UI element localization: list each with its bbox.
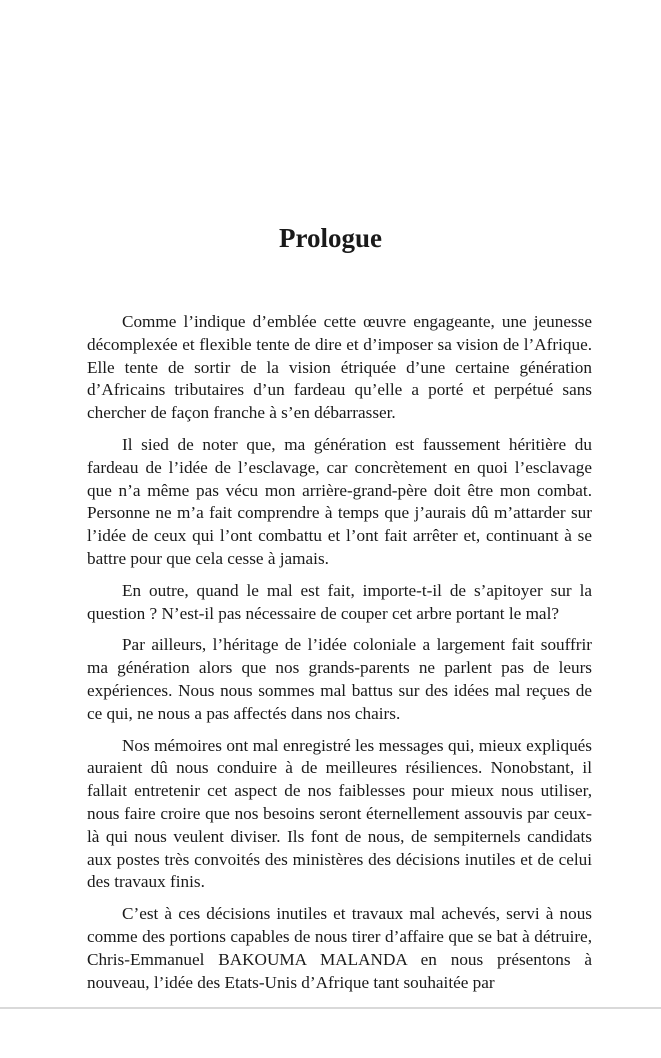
prologue-text	[87, 311, 592, 1003]
paragraph-6: C’est à ces décisions inutiles et travaux mal achevés, servi à nous comme des portions capables de nous tirer d’affaire que se bat à détruire, Chris-Emmanuel BAKOUMA MALANDA en nous présentons à nouveau, l’idée des Etats-Unis d’Afrique tant souhaitée par	[87, 904, 592, 992]
paragraph-1: Comme l’indique d’emblée cette œuvre engageante, une jeunesse décomplexée et flexible tente de dire et d’imposer sa vision de l’Afrique. Elle tente de sortir de la vision étriquée d’une certaine génération d’Africains tributaires d’un fardeau qu’elle a porté et perpétué sans chercher de façon franche à s’en débarrasser.	[87, 312, 592, 423]
paragraph-4: Par ailleurs, l’héritage de l’idée coloniale a largement fait souffrir ma génération alors que nos grands-parents ne parlent pas de leurs expériences. Nous nous sommes mal battus sur des idées mal reçues de ce qui, ne nous a pas affectés dans nos chairs.	[87, 635, 592, 723]
paragraph-3: En outre, quand le mal est fait, importe-t-il de s’apitoyer sur la question ? N’est-il pas nécessaire de couper cet arbre portant le mal?	[87, 580, 592, 623]
bottom-divider	[0, 1007, 661, 1009]
page-title: Prologue	[279, 223, 382, 253]
paragraph-2: Il sied de noter que, ma génération est faussement héritière du fardeau de l’idée de l’esclavage, car concrètement en quoi l’esclavage que n’a même pas vécu mon arrière-grand-père doit être mon combat. Personne ne m’a fait comprendre à temps que j’aurais dû m’attarder sur l’idée de ceux qui l’ont combattu et l’ont fait arrêter et, continuant à se battre pour que cela cesse à jamais.	[87, 434, 592, 568]
paragraph-5: Nos mémoires ont mal enregistré les messages qui, mieux expliqués auraient dû nous conduire à de meilleures résiliences. Nonobstant, il fallait entretenir cet aspect de nos faiblesses pour mieux nous utiliser, nous faire croire que nos besoins seront éternellement assouvis par ceux-là qui nous veulent diviser. Ils font de nous, de sempiternels candidats aux postes très convoités des ministères des décisions inutiles et de celui des travaux finis.	[87, 735, 592, 892]
